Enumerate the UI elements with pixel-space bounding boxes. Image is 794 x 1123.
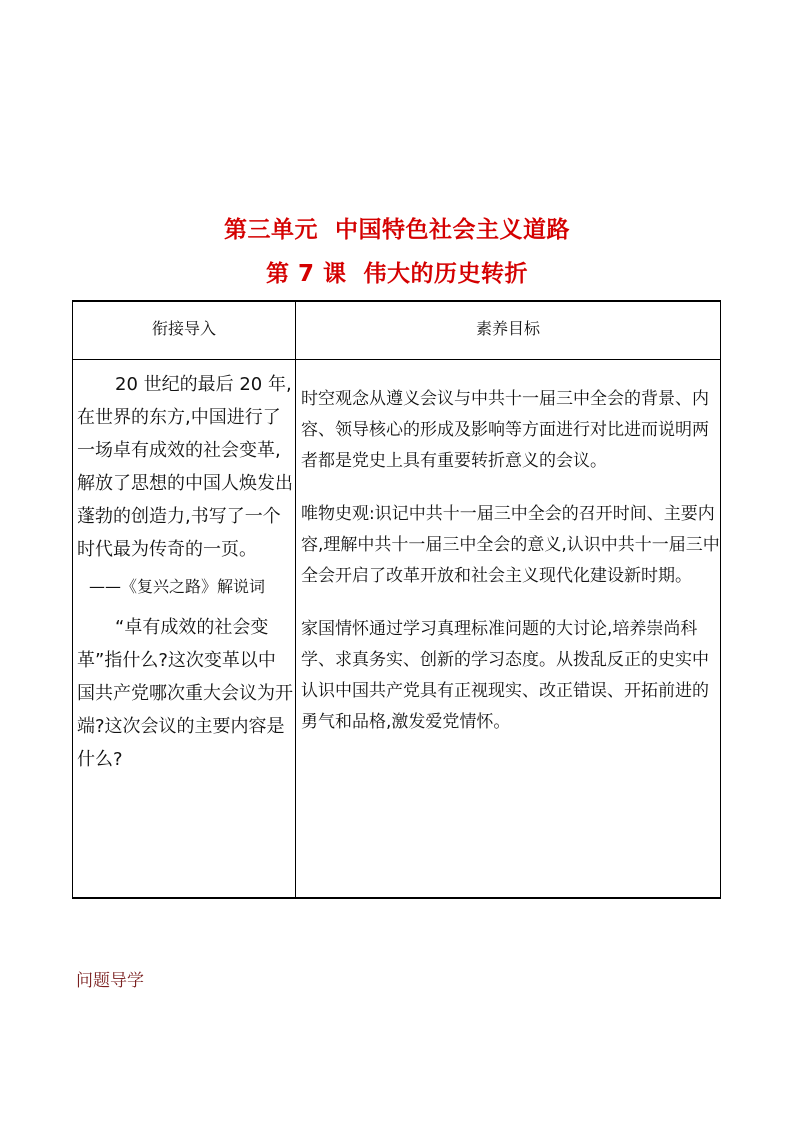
lesson-intro-table — [72, 300, 721, 899]
header-transition-intro: 衔接导入 — [151, 319, 216, 338]
goal-materialism: 唯物史观:识记中共十一届三中全会的召开时间、主要内容,理解中共十一届三中全会的意义,认识中共十一届三中全会开启了改革开放和社会主义现代化建设新时期。 — [301, 504, 720, 586]
header-competency-goals: 素养目标 — [475, 319, 540, 338]
goal-patriotism: 家国情怀通过学习真理标准问题的大讨论,培养崇尚科学、求真务实、创新的学习态度。从拨乱反正的史实中认识中国共产党具有正视现实、改正错误、开拓前进的勇气和品格,激发爱党情怀。 — [301, 619, 709, 732]
lesson-title: 第 7 课 伟大的历史转折 — [265, 261, 529, 287]
table-column-divider — [295, 302, 296, 897]
intro-paragraph: 20 世纪的最后 20 年,在世界的东方,中国进行了一场卓有成效的社会变革,解放了思想的中国人焕发出蓬勃的创造力,书写了一个时代最为传奇的一页。 — [77, 374, 293, 560]
section-heading: 问题导学 — [76, 971, 144, 991]
quote-source: ——《复兴之路》解说词 — [89, 577, 266, 596]
intro-cell — [77, 368, 293, 776]
goals-cell — [301, 384, 721, 760]
table-header-divider — [73, 359, 720, 360]
unit-title: 第三单元 中国特色社会主义道路 — [223, 217, 570, 243]
goal-spacetime: 时空观念从遵义会议与中共十一届三中全会的背景、内容、领导核心的形成及影响等方面进行对比进而说明两者都是党史上具有重要转折意义的会议。 — [301, 389, 709, 471]
intro-question: “卓有成效的社会变革”指什么?这次变革以中国共产党哪次重大会议为开端?这次会议的主要内容是什么? — [77, 617, 293, 770]
